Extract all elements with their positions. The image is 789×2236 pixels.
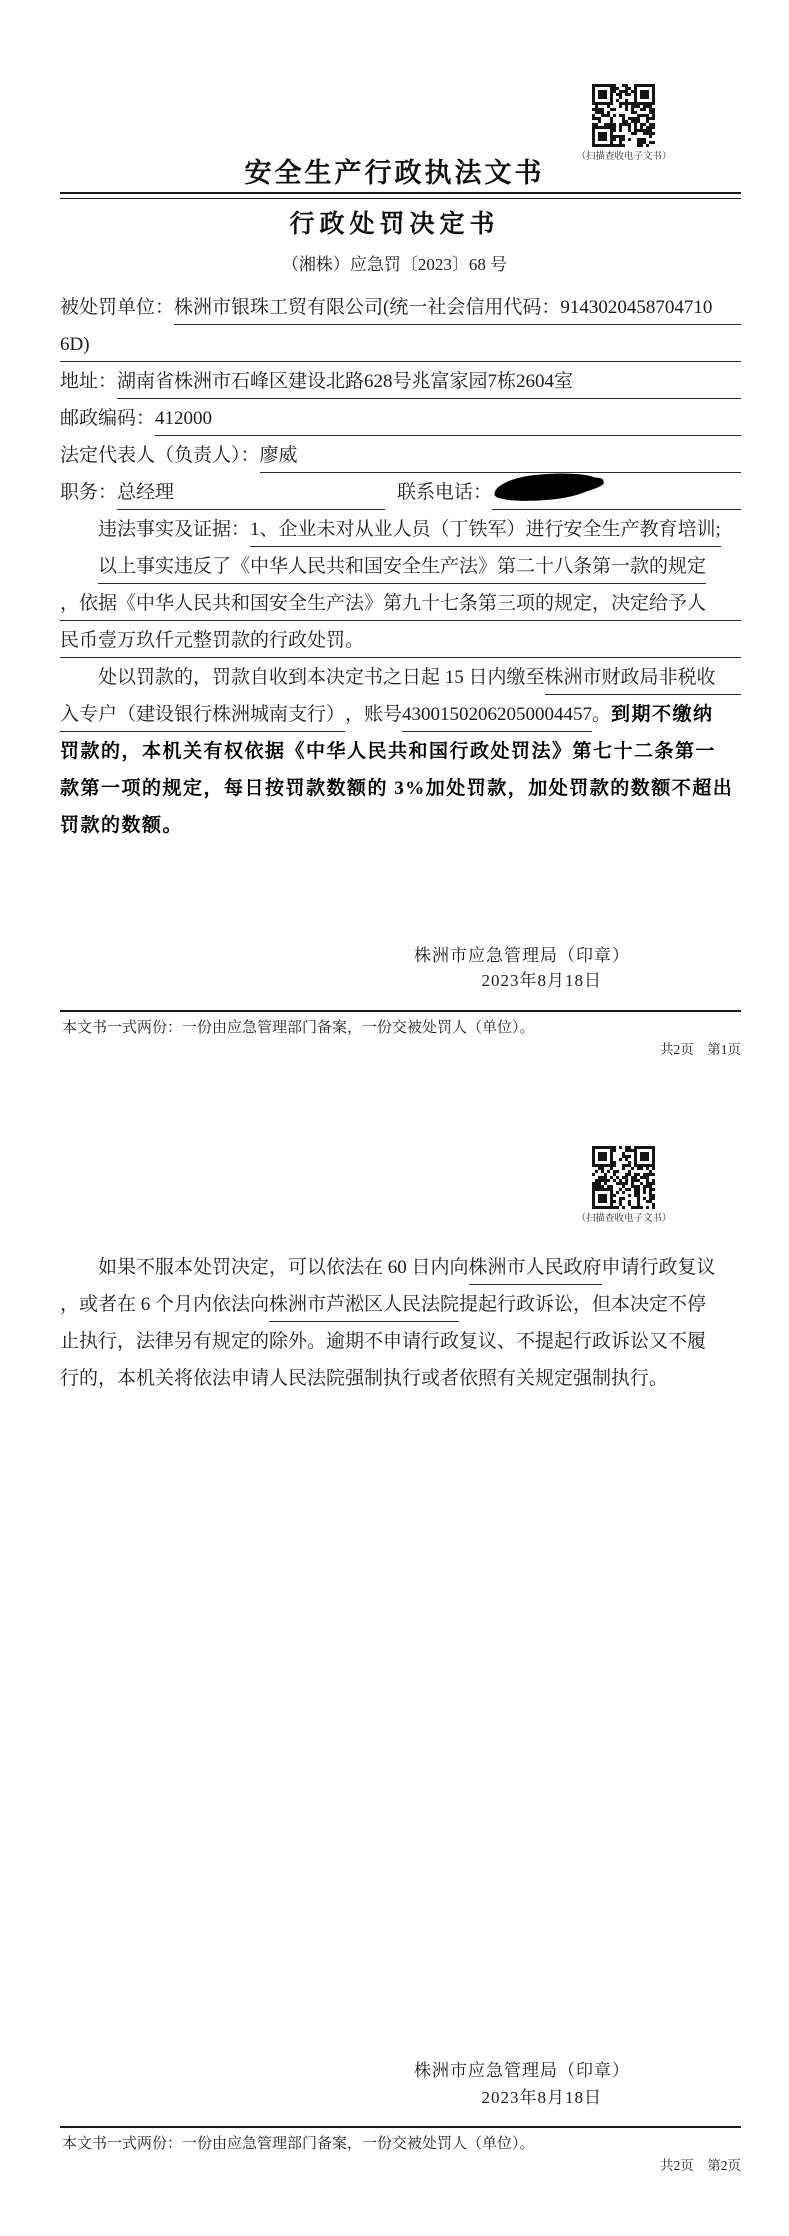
- appeal-line-1: [60, 1248, 741, 1285]
- field-legal-representative: [60, 436, 741, 473]
- appeal-text-1b: 申请行政复议: [601, 1257, 716, 1278]
- appeal-line-3: [60, 1322, 741, 1359]
- position-label: 职务：: [60, 482, 118, 503]
- qr-caption-page1: （扫描查收电子文书）: [576, 152, 672, 162]
- page-indicator-page1: 共2页 第1页: [660, 1042, 741, 1057]
- payment-line-4: [60, 769, 741, 806]
- field-violation-facts: [60, 510, 741, 547]
- penalized-unit-value-cont: 6D): [60, 330, 741, 362]
- spacer: [385, 478, 397, 510]
- appeal-line-4: [60, 1359, 741, 1396]
- appeal-line-2: [60, 1285, 741, 1322]
- postcode-label: 邮政编码：: [60, 408, 156, 429]
- footer-divider-page1: [60, 1010, 741, 1012]
- penalized-unit-value: 株洲市银珠工贸有限公司(统一社会信用代码：9143020458704710: [174, 293, 741, 325]
- postcode-value: 412000: [155, 404, 741, 436]
- payment-text-2: ，账号: [345, 704, 403, 725]
- late-penalty-text-3: 款第一项的规定，每日按罚款数额的 3%加处罚款，加处罚款的数额不超出: [60, 778, 734, 799]
- field-penalized-unit-cont: [60, 325, 741, 362]
- decision-text-1: 以上事实违反了《中华人民共和国安全生产法》第二十八条第一款的规定: [98, 552, 706, 584]
- document-category-title: 安全生产行政执法文书: [244, 158, 545, 188]
- footer-note-page1: 本文书一式两份：一份由应急管理部门备案，一份交被处罚人（单位）。: [62, 1020, 535, 1036]
- legal-representative-label: 法定代表人（负责人）：: [60, 445, 260, 466]
- late-penalty-text-1: 到期不缴纳: [611, 704, 714, 725]
- redaction-mark: [493, 470, 599, 505]
- address-value: 湖南省株洲市石峰区建设北路628号兆富家园7栋2604室: [117, 367, 741, 399]
- document-title: 行政处罚决定书: [289, 211, 500, 238]
- payment-account-bank-1: 株洲市财政局非税收: [545, 663, 741, 695]
- footer-note-page2: 本文书一式两份：一份由应急管理部门备案，一份交被处罚人（单位）。: [62, 2136, 535, 2152]
- field-postcode: [60, 399, 741, 436]
- violation-facts-value: 1、企业未对从业人员（丁铁军）进行安全生产教育培训;: [250, 515, 721, 547]
- decision-text-2: ，依据《中华人民共和国安全生产法》第九十七条第三项的规定，决定给予人: [60, 589, 741, 621]
- issuing-authority-page2: 株洲市应急管理局（印章）: [414, 2061, 630, 2080]
- position-value: 总经理: [117, 478, 385, 510]
- payment-account-number: 43001502062050004457: [402, 700, 592, 732]
- appeal-review-authority: 株洲市人民政府: [469, 1253, 602, 1285]
- violation-facts-label: 违法事实及证据：: [98, 519, 251, 540]
- field-penalized-unit: [60, 288, 741, 325]
- issuing-authority-page1: 株洲市应急管理局（印章）: [414, 946, 630, 965]
- document-number: （湘株）应急罚〔2023〕68 号: [281, 255, 508, 274]
- payment-line-3: [60, 732, 741, 769]
- qr-caption-page2: （扫描查收电子文书）: [576, 1214, 672, 1224]
- qr-code-page1: [592, 84, 655, 147]
- late-penalty-text-2: 罚款的，本机关有权依据《中华人民共和国行政处罚法》第七十二条第一: [60, 741, 717, 762]
- appeal-text-1a: 如果不服本处罚决定，可以依法在 60 日内向: [98, 1257, 469, 1278]
- payment-text-1: 处以罚款的，罚款自收到本决定书之日起 15 日内缴至: [98, 667, 545, 688]
- payment-line-2: [60, 695, 741, 732]
- page1-body: [60, 288, 741, 843]
- payment-line-1: [60, 658, 741, 695]
- footer-divider-page2: [60, 2126, 741, 2128]
- page-indicator-page2: 共2页 第2页: [660, 2158, 741, 2173]
- decision-line-2: [60, 584, 741, 621]
- page2-body: [60, 1248, 741, 1396]
- phone-label: 联系电话：: [397, 482, 493, 503]
- phone-value: [492, 478, 741, 510]
- decision-text-3: 民币壹万玖仟元整罚款的行政处罚。: [60, 626, 741, 658]
- appeal-text-2b: 提起行政诉讼，但本决定不停: [459, 1294, 707, 1315]
- appeal-text-3: 止执行，法律另有规定的除外。逾期不申请行政复议、不提起行政诉讼又不履: [60, 1331, 707, 1352]
- issue-date-page1: 2023年8月18日: [481, 971, 602, 990]
- field-position-and-phone: [60, 473, 741, 510]
- decision-line-1: [60, 547, 741, 584]
- address-label: 地址：: [60, 371, 118, 392]
- header-divider: [60, 192, 741, 199]
- qr-code-page2: [592, 1146, 655, 1209]
- issue-date-page2: 2023年8月18日: [481, 2088, 602, 2107]
- payment-period: 。: [592, 704, 612, 725]
- appeal-text-4: 行的，本机关将依法申请人民法院强制执行或者依照有关规定强制执行。: [60, 1368, 669, 1389]
- decision-line-3: [60, 621, 741, 658]
- late-penalty-text-4: 罚款的数额。: [60, 815, 184, 836]
- payment-line-5: [60, 806, 741, 843]
- payment-account-bank-2: 入专户（建设银行株洲城南支行）: [60, 700, 345, 732]
- legal-representative-value: 廖威: [260, 441, 741, 473]
- field-address: [60, 362, 741, 399]
- penalized-unit-label: 被处罚单位：: [60, 297, 175, 318]
- appeal-court: 株洲市芦淞区人民法院: [269, 1290, 459, 1322]
- appeal-text-2a: ，或者在 6 个月内依法向: [60, 1294, 270, 1315]
